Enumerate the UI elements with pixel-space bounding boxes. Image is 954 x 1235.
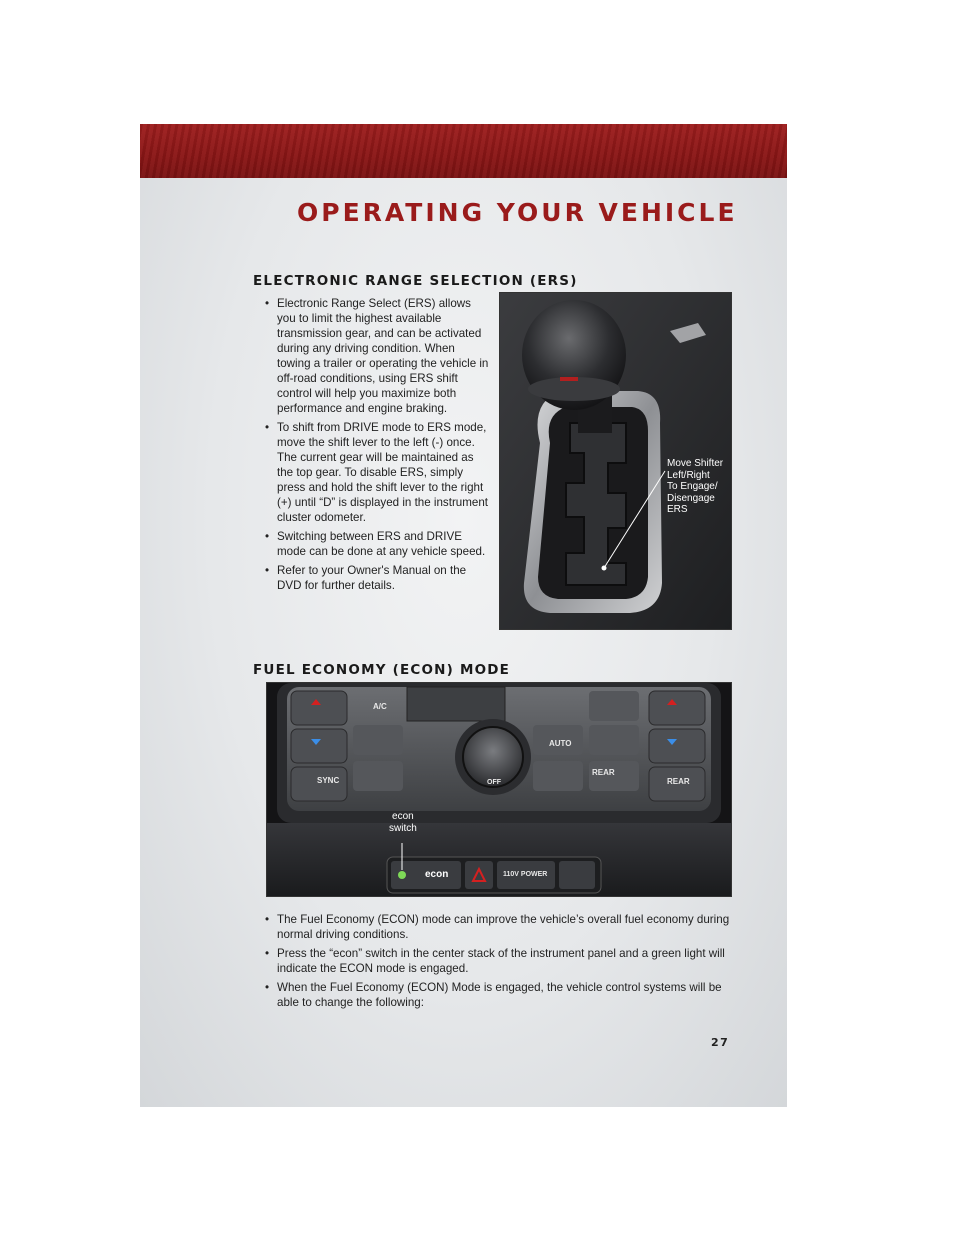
center-stack-photo (266, 682, 732, 897)
page-number: 27 (711, 1036, 730, 1049)
callout-line: To Engage/ (667, 481, 718, 492)
list-item: • Switching between ERS and DRIVE mode can be done at any vehicle speed. (264, 529, 490, 559)
callout-line: switch (389, 822, 417, 834)
list-item: • To shift from DRIVE mode to ERS mode, move the shift lever to the left (-) once. The current gear will be maintained as the top gear. To disable ERS, simply press and hold the shift lever to the right (+) until “D” is displayed in the instrument cluster odometer. (264, 420, 490, 525)
callout-line: econ (392, 811, 414, 822)
econ-bullet-list (264, 912, 734, 1014)
shifter-photo (499, 292, 732, 630)
section-title-econ: FUEL ECONOMY (ECON) MODE (253, 662, 511, 678)
ac-label: A/C (373, 702, 387, 711)
ers-bullet-list (264, 296, 490, 597)
sync-label: SYNC (317, 776, 340, 785)
page-title: OPERATING YOUR VEHICLE (297, 198, 738, 227)
rear-label-top: REAR (592, 768, 615, 777)
header-banner (140, 124, 787, 178)
econ-label: econ (425, 869, 449, 880)
section-title-ers: ELECTRONIC RANGE SELECTION (ERS) (253, 273, 578, 289)
list-item: • When the Fuel Economy (ECON) Mode is engaged, the vehicle control systems will be able to change the following: (264, 980, 734, 1010)
list-item: • Refer to your Owner's Manual on the DVD for further details. (264, 563, 490, 593)
center-stack-illustration (267, 683, 731, 896)
shifter-callout (667, 458, 723, 516)
callout-line: Disengage (667, 492, 715, 504)
list-item: • Press the “econ” switch in the center stack of the instrument panel and a green light will indicate the ECON mode is engaged. (264, 946, 734, 976)
econ-switch-callout (389, 811, 417, 834)
manual-page (140, 124, 787, 1107)
list-item: • The Fuel Economy (ECON) mode can improve the vehicle’s overall fuel economy during normal driving conditions. (264, 912, 734, 942)
power-label: 110V POWER (503, 871, 548, 878)
auto-label: AUTO (549, 739, 572, 748)
callout-line: Move Shifter (667, 458, 724, 469)
callout-line: Left/Right (667, 469, 710, 481)
off-label: OFF (487, 779, 501, 786)
callout-line: ERS (667, 504, 688, 515)
rear-label-right: REAR (667, 777, 690, 786)
list-item: • Electronic Range Select (ERS) allows you to limit the highest available transmission gear, and can be activated during any driving condition. When towing a trailer or operating the vehicle in off-road conditions, using ERS shift control will help you maximize both performance and engine braking. (264, 296, 490, 416)
